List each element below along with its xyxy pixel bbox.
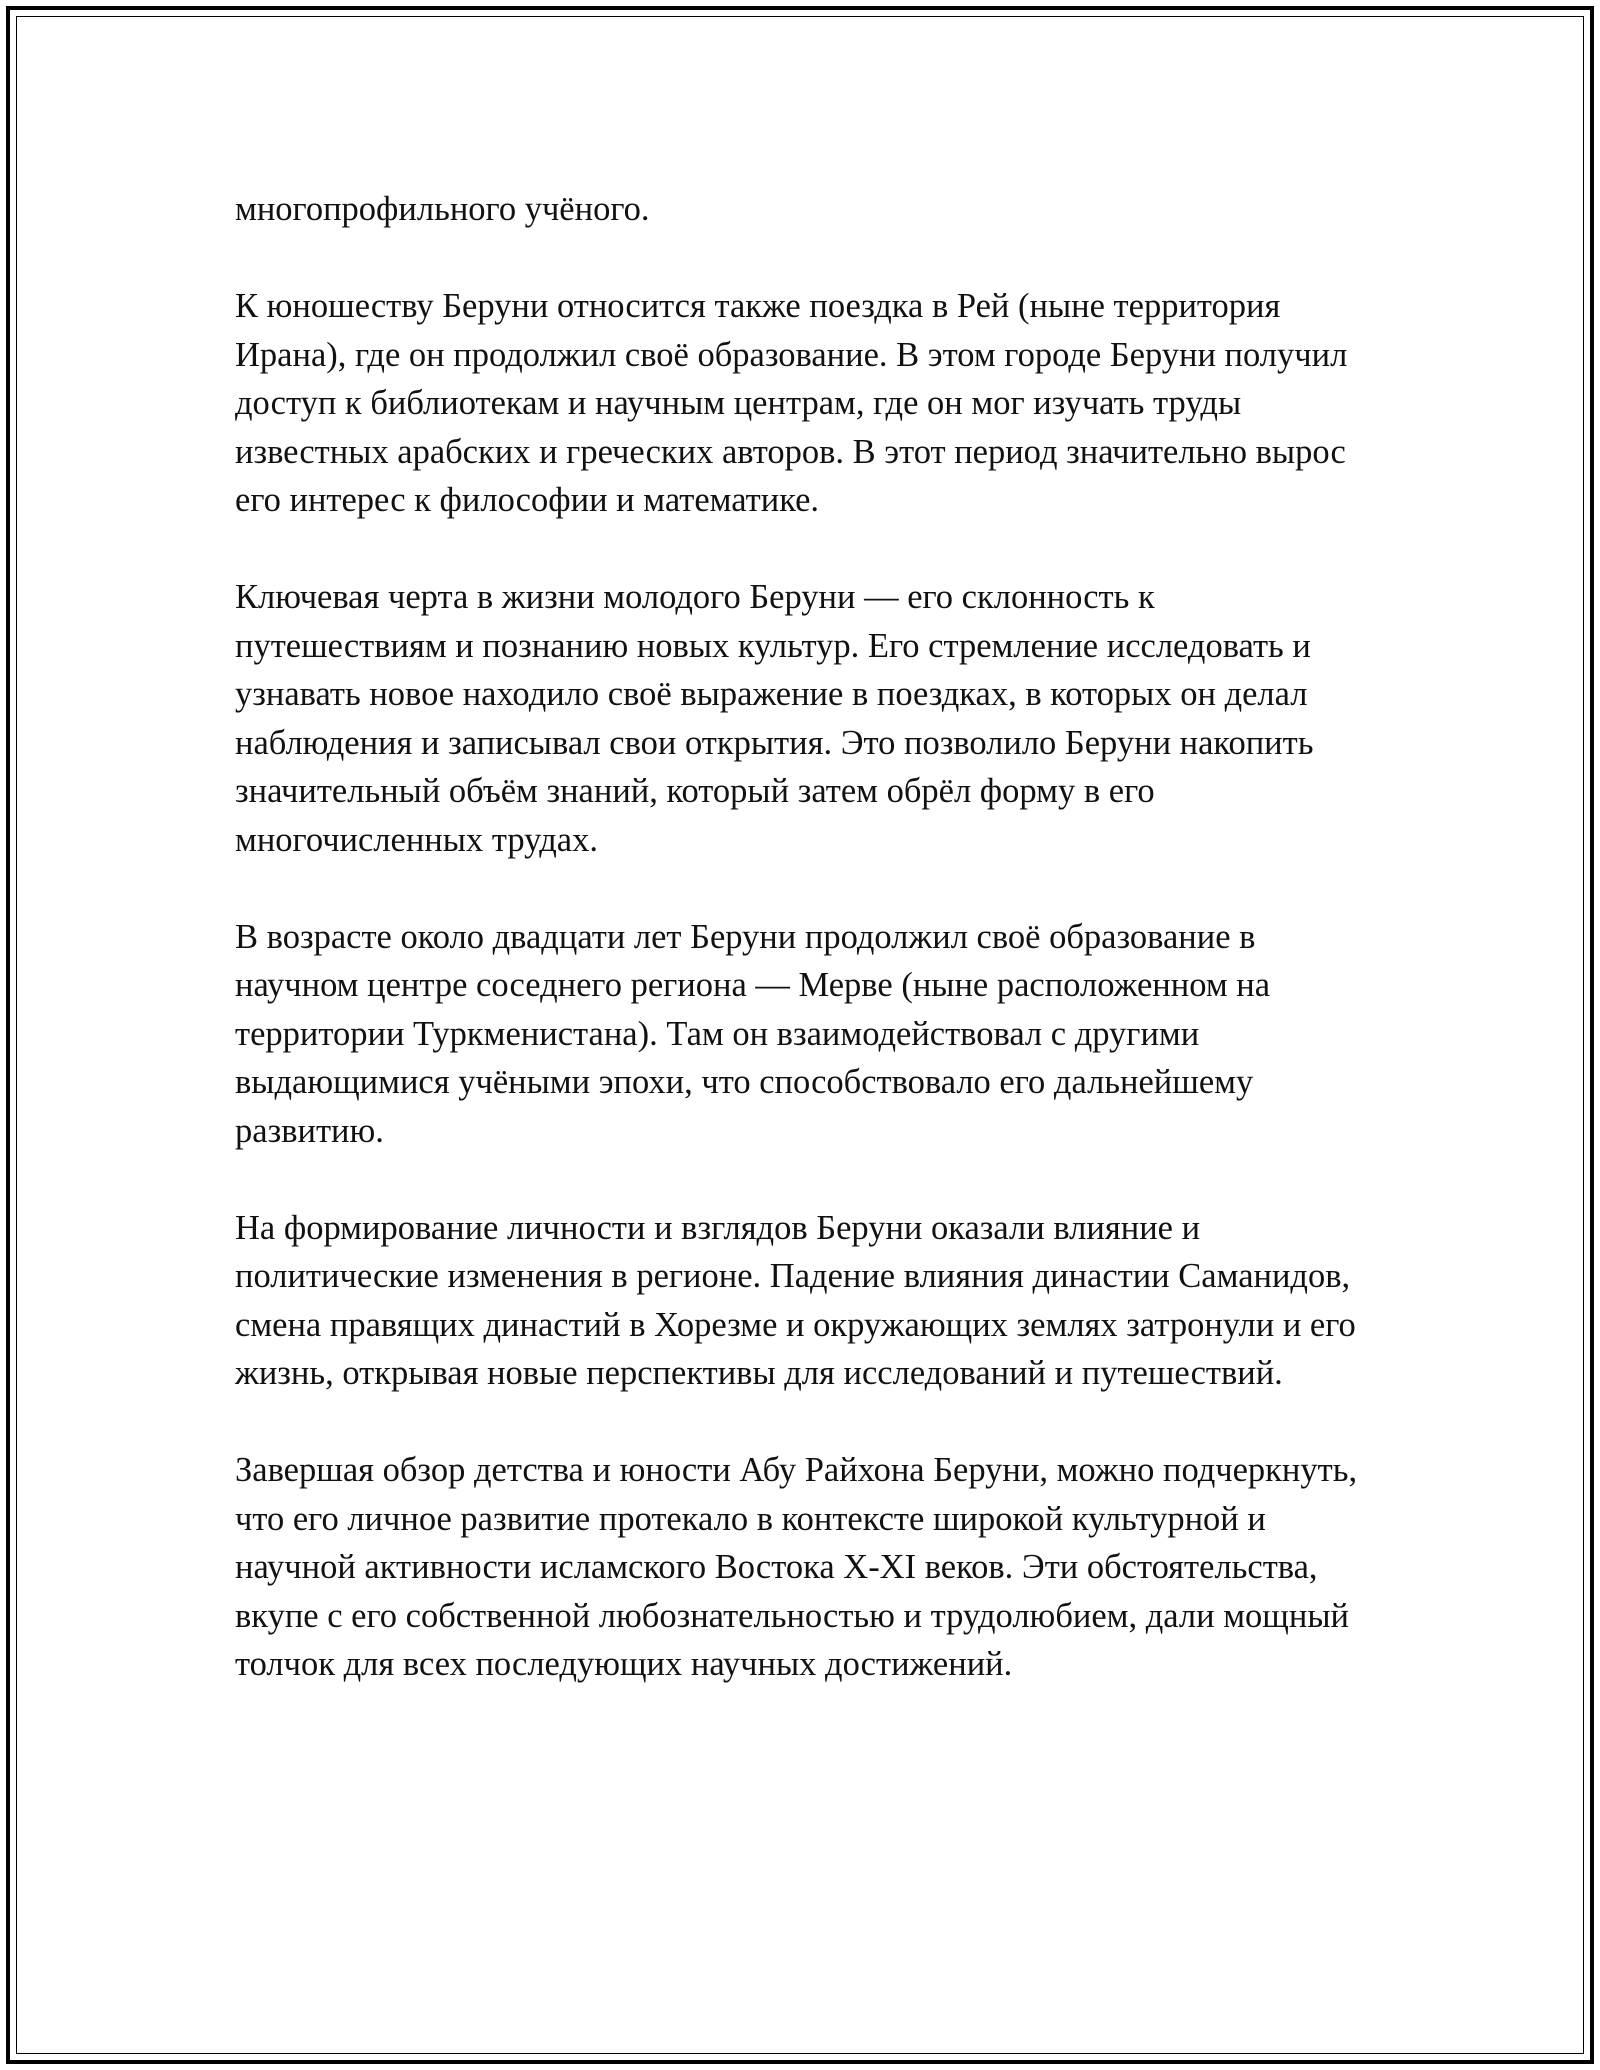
paragraph-conclusion: Завершая обзор детства и юности Абу Райхона Беруни, можно подчеркнуть, что его личное развитие протекало в контексте широкой культурной и научной активности исламского Востока X-XI веков. Эти обстоятельства, вкупе с его собственной любознательностью и трудолюбием, дали мощный толчок для всех последующих научных достижений.: [235, 1451, 1358, 1683]
paragraph-continuation: многопрофильного учёного.: [235, 190, 650, 228]
paragraph-political-changes: На формирование личности и взглядов Беруни оказали влияние и политические изменения в регионе. Падение влияния династии Саманидов, смена правящих династий в Хорезме и окружающих землях затронули и его жизнь, открывая новые перспективы для исследований и путешествий.: [235, 1208, 1356, 1392]
paragraph-education-in-merv: В возрасте около двадцати лет Беруни продолжил своё образование в научном центре соседнего региона — Мерве (ныне расположенном на территории Туркменистана). Там он взаимодействовал с другими выдающимися учёными эпохи, что способствовало его дальнейшему развитию.: [235, 917, 1271, 1150]
paragraph-trip-to-rey: К юношеству Беруни относится также поездка в Рей (ныне территория Ирана), где он продолжил своё образование. В этом городе Беруни получил доступ к библиотекам и научным центрам, где он мог изучать труды известных арабских и греческих авторов. В этот период значительно вырос его интерес к философии и математике.: [235, 287, 1348, 519]
document-body: [235, 185, 1365, 1737]
paragraph-travel-and-cultures: Ключевая черта в жизни молодого Беруни — его склонность к путешествиям и познанию новых культур. Его стремление исследовать и узнавать новое находило своё выражение в поездках, в которых он делал наблюдения и записывал свои открытия. Это позволило Беруни накопить значительный объём знаний, который затем обрёл форму в его многочисленных трудах.: [235, 578, 1314, 859]
